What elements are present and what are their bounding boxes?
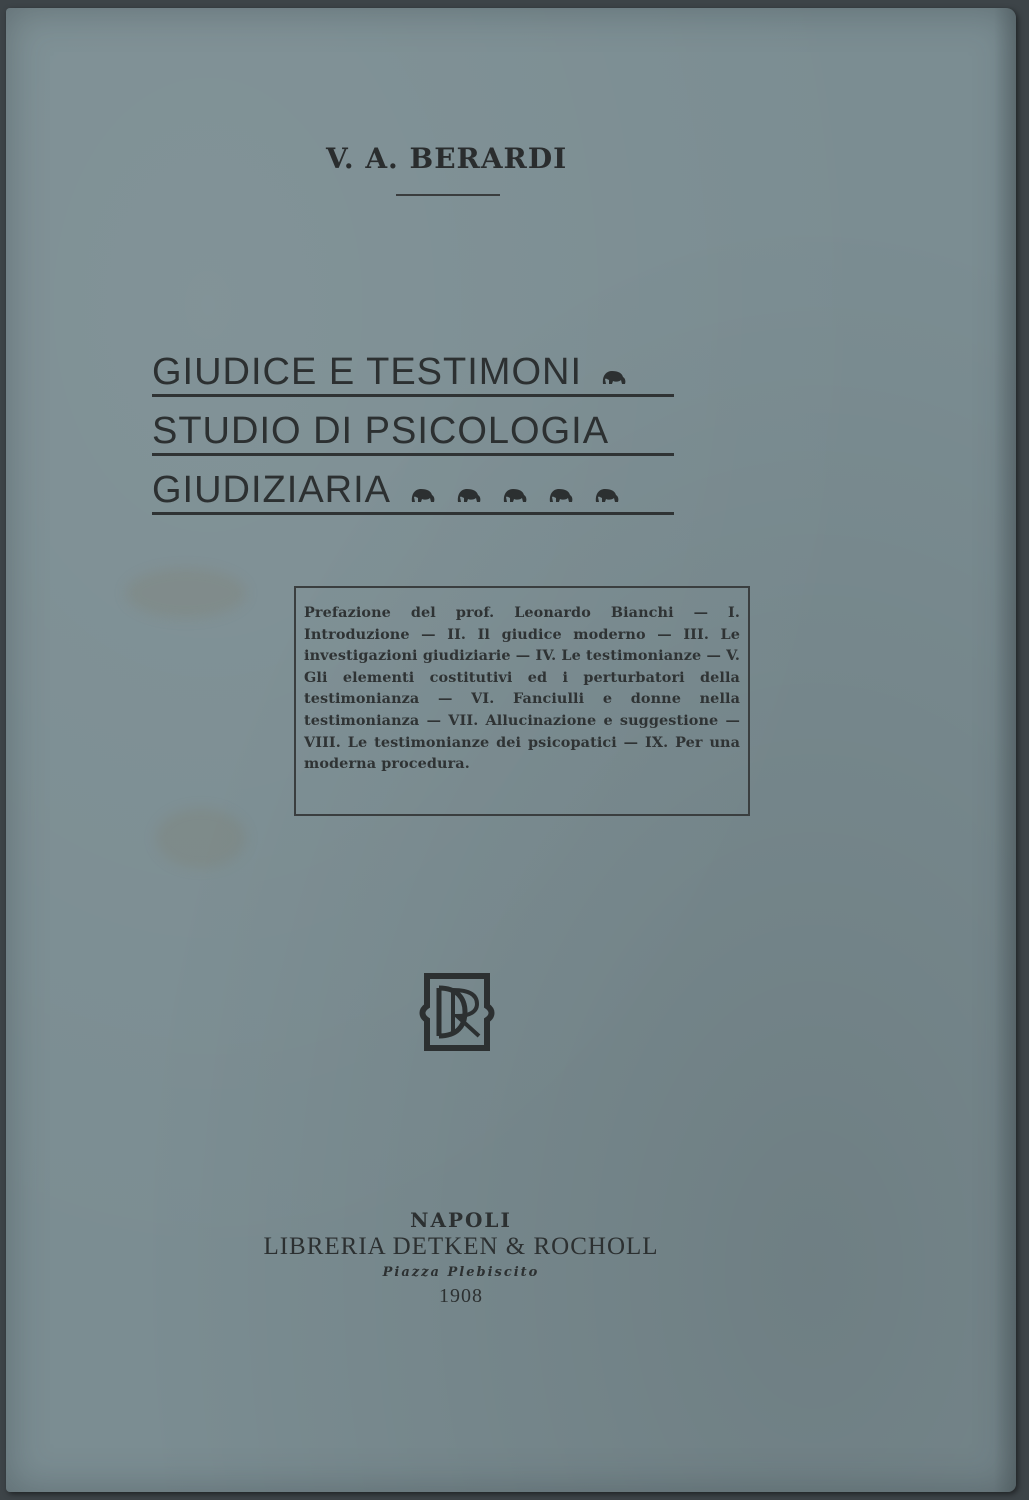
elephant-ornament-icon xyxy=(600,366,628,388)
imprint-address: Piazza Plebiscito xyxy=(382,1265,540,1280)
elephant-ornament-icon xyxy=(455,484,483,506)
title-line-1 xyxy=(152,340,674,397)
publisher-monogram-icon xyxy=(417,970,497,1054)
table-of-contents-text: Prefazione del prof. Leonardo Bianchi — I. Introduzione — II. Il giudice moderno — III. Le investigazioni giudiziarie — IV. Le testimonianze — V. Gli elementi costitutivi ed i perturbatori della testimonianza — VI. Fanciulli e donne nella testimonianza — VII. Allucinazione e suggestione — VIII. Le testimonianze dei psicopatici — IX. Per una moderna procedura. xyxy=(304,604,740,773)
elephant-ornament-icon xyxy=(593,484,621,506)
title-block xyxy=(152,340,674,517)
cover-edge xyxy=(994,8,1016,1492)
elephant-ornament-icon xyxy=(409,484,437,506)
title-line-3 xyxy=(152,458,674,515)
elephant-ornament-icon xyxy=(547,484,575,506)
ornament-group xyxy=(409,484,621,512)
table-of-contents-box xyxy=(294,586,750,816)
paper-stain xyxy=(156,808,246,868)
title-text: STUDIO DI PSICOLOGIA xyxy=(152,410,610,452)
title-text: GIUDIZIARIA xyxy=(152,469,392,511)
book-cover xyxy=(6,8,1016,1492)
imprint-publisher: LIBRERIA DETKEN & ROCHOLL xyxy=(263,1233,659,1260)
imprint-year: 1908 xyxy=(439,1285,483,1307)
publisher-imprint xyxy=(206,1208,716,1308)
title-text: GIUDICE E TESTIMONI xyxy=(152,351,583,393)
imprint-city: NAPOLI xyxy=(410,1208,512,1232)
author-name: V. A. BERARDI xyxy=(326,142,568,175)
elephant-ornament-icon xyxy=(501,484,529,506)
ornament-group xyxy=(600,366,628,394)
paper-stain xyxy=(126,568,246,618)
title-line-2 xyxy=(152,399,674,456)
author-divider xyxy=(396,194,500,196)
